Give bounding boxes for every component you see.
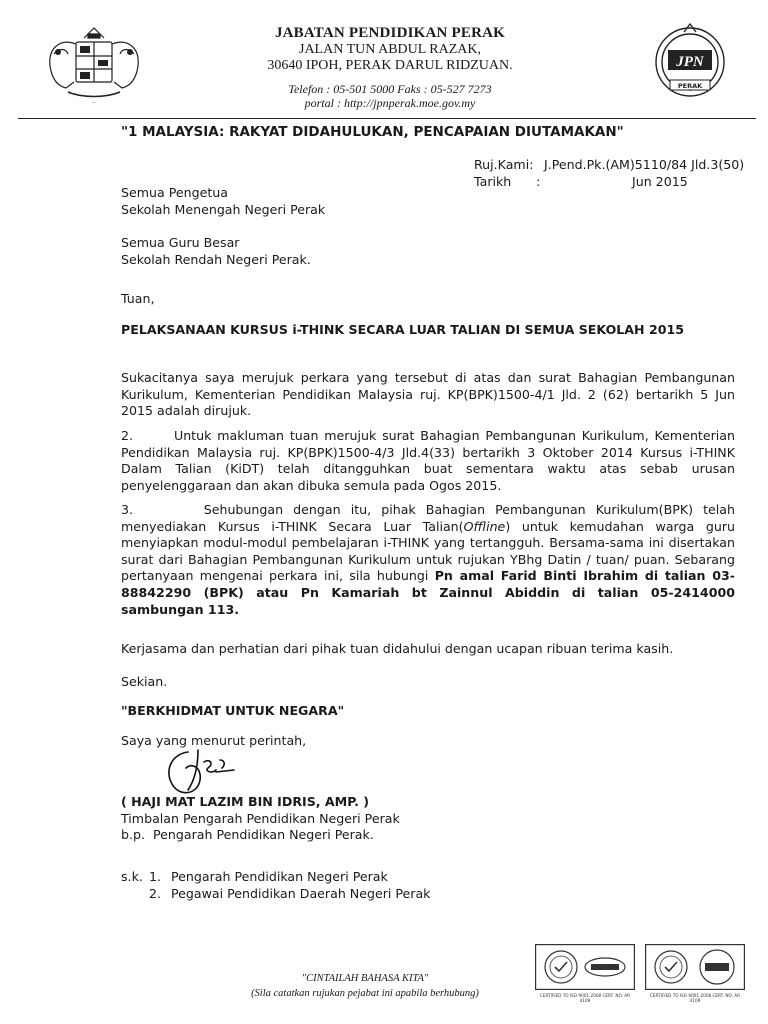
paragraph-3-text: ) untuk kemudahan warga guru menyiapkan modul-modul pembelajaran i-THINK yang tertangguh. Bersama-sama ini disertakan surat dari Bahagian Pembangunan Kurikulum untuk rujukan YBhg Datin / tuan/ puan. Sebarang pertanyaan mengenai perkara ini, sila hubungi — [121, 518, 735, 584]
subject-heading: PELAKSANAAN KURSUS i-THINK SECARA LUAR TALIAN DI SEMUA SEKOLAH 2015 — [121, 322, 685, 337]
paragraph-1: Sukacitanya saya merujuk perkara yang tersebut di atas dan surat Bahagian Pembangunan Kurikulum, Kementerian Pendidikan Malaysia ruj. KP(BPK)1500-4/1 Jld. 2 (62) bertarikh 5 Jun 2015 adalah dirujuk. — [121, 370, 735, 419]
reference-label: Ruj.Kami: — [474, 157, 534, 172]
cc-item-number: 2. — [149, 885, 162, 901]
portal-line: portal : http://jpnperak.moe.gov.my — [304, 96, 476, 110]
cc-item — [121, 869, 621, 886]
closing: Sekian. — [121, 674, 168, 689]
recipients — [121, 185, 721, 268]
offline-term: Offline — [463, 518, 506, 534]
certification-marks — [535, 944, 747, 1006]
contact-line: Telefon : 05-501 5000 Faks : 05-527 7273 — [288, 82, 492, 96]
footer-slogan: "CINTAILAH BAHASA KITA" — [301, 973, 429, 984]
reference-value: J.Pend.Pk.(AM)5110/84 Jld.3(50) — [544, 157, 745, 172]
paragraph-2: 2. Untuk makluman tuan merujuk surat Bahagian Pembangunan Kurikulum, Kementerian Pendidikan Malaysia ruj. KP(BPK)1500-4/3 Jld.4(33) bertarikh 3 Oktober 2014 Kursus i-THINK Dalam Talian (KiDT) telah ditangguhkan buat sementara waktu atas sebab urusan penyelenggaraan dan akan dibuka semula pada Ogos 2015. — [121, 428, 735, 493]
cc-block — [121, 869, 621, 902]
address-line-2: 30640 IPOH, PERAK DARUL RIDZUAN. — [267, 58, 513, 73]
footer — [200, 971, 530, 1001]
recipient-line: Semua Pengetua — [121, 185, 228, 200]
address-line-1: JALAN TUN ABDUL RAZAK, — [299, 42, 481, 57]
paragraph-3 — [121, 502, 735, 618]
recipient-line: Sekolah Rendah Negeri Perak. — [121, 251, 311, 267]
recipient-line: Sekolah Menengah Negeri Perak — [121, 201, 326, 217]
iqnet-quality-system-icon — [645, 944, 745, 1006]
cc-label: s.k. — [121, 869, 143, 884]
cc-item-text: Pengarah Pendidikan Negeri Perak — [171, 869, 388, 884]
paragraph-4: Kerjasama dan perhatian dari pihak tuan didahului dengan ucapan ribuan terima kasih. — [121, 641, 674, 656]
certification-caption: CERTIFIED TO ISO 9001:2008 CERT. NO. AR 4109 — [539, 993, 631, 1003]
svg-text:~: ~ — [92, 101, 96, 106]
by-order-line: Saya yang menurut perintah, — [121, 733, 307, 748]
signatory-name: ( HAJI MAT LAZIM BIN IDRIS, AMP. ) — [121, 794, 370, 809]
salutation: Tuan, — [121, 291, 155, 306]
certification-caption: CERTIFIED TO ISO 9001:2008 CERT. NO. AR 4109 — [649, 993, 741, 1003]
letterhead-divider — [18, 118, 756, 119]
footer-note: (Sila catatkan rujukan pejabat ini apabila berhubung) — [251, 988, 479, 999]
cc-item — [121, 886, 621, 903]
date-colon: : — [536, 173, 541, 189]
jpn-logo-text: JPN — [676, 54, 704, 70]
cc-item-text: Pegawai Pendidikan Daerah Negeri Perak — [171, 885, 431, 901]
org-name: JABATAN PENDIDIKAN PERAK — [274, 25, 506, 41]
signatory-on-behalf: b.p. Pengarah Pendidikan Negeri Perak. — [121, 827, 374, 843]
sirim-quality-system-icon — [535, 944, 635, 1006]
date-value: Jun 2015 — [632, 173, 688, 189]
jpn-perak-logo-icon — [640, 22, 740, 104]
signatory-block — [121, 794, 621, 844]
signatory-title: Timbalan Pengarah Pendidikan Negeri Perak — [121, 810, 400, 826]
malaysia-coat-of-arms-icon — [38, 24, 150, 108]
motto: "1 MALAYSIA: RAKYAT DIDAHULUKAN, PENCAPAIAN DIUTAMAKAN" — [121, 124, 624, 140]
recipient-line: Semua Guru Besar — [121, 235, 240, 251]
cc-item-number: 1. — [149, 869, 162, 884]
paragraph-3-text: 3. Sehubungan dengan itu, pihak Bahagian Pembangunan Kurikulum(BPK) telah menyediakan Kursus i-THINK Secara Luar Talian( — [121, 502, 735, 534]
contact-persons: Pn amal Farid Binti Ibrahim di talian 03-88842290 (BPK) atau Pn Kamariah bt Zainnul Abiddin di talian 05-2414000 sambungan 113. — [121, 568, 735, 617]
slogan: "BERKHIDMAT UNTUK NEGARA" — [121, 703, 345, 718]
reference-number-row — [474, 157, 754, 174]
date-label: Tarikh — [474, 173, 512, 189]
jpn-logo-caption: PERAK — [677, 82, 703, 90]
